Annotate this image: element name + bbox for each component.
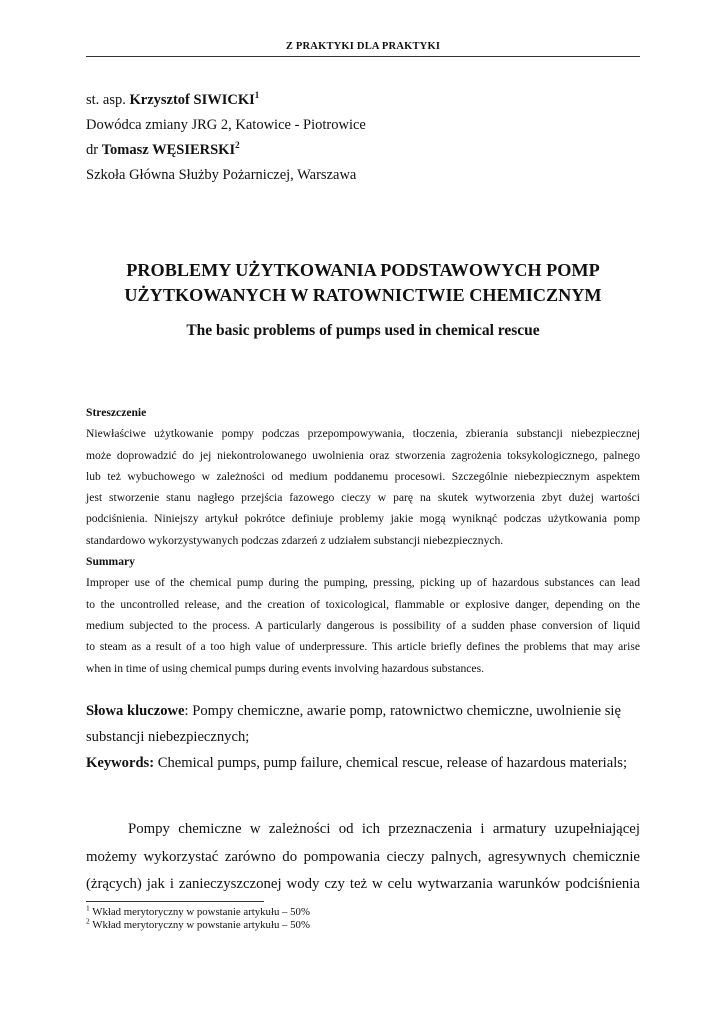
abstract-pl-heading: Streszczenie [86,406,147,419]
abstract-section [86,402,640,679]
author-2-prefix: dr [86,142,102,158]
footnote-2-text: Wkład merytoryczny w powstanie artykułu – 50% [89,918,310,931]
keywords-en-line [86,750,640,776]
author-1-line [86,88,366,113]
body-line: Pompy chemiczne w zależności od ich przeznaczenia i armatury uzupełniającej [128,821,640,837]
author-1-name: Krzysztof SIWICKI [129,92,255,108]
author-1-prefix: st. asp. [86,92,130,108]
author-1-footnote-mark: 1 [254,90,260,101]
footnote-2 [86,915,310,932]
keywords-pl-text: : Pompy chemiczne, awarie pomp, ratownictwo chemiczne, uwolnienie się [184,703,621,719]
keywords-pl-line-1 [86,698,640,724]
footnote-1-text: Wkład merytoryczny w powstanie artykułu – 50% [89,906,310,918]
abstract-en-line: when in time of using chemical pumps during events involving hazardous substances. [86,661,484,675]
paper-subtitle-english: The basic problems of pumps used in chemical rescue [186,322,540,339]
abstract-en-line: to the uncontrolled release, and the creation of toxicological, flammable or explosive danger, depending on the [86,597,640,611]
abstract-en-line: Improper use of the chemical pump during the pumping, pressing, picking up of hazardous substances can lead [86,576,640,590]
keywords-en-text: Chemical pumps, pump failure, chemical rescue, release of hazardous materials; [154,755,628,771]
author-2-footnote-mark: 2 [235,140,240,151]
keywords-pl-line-2: substancji niebezpiecznych; [86,729,250,745]
abstract-pl-line: jest stworzenie stanu nagłego przejścia fazowego cieczy w parę na skutek wytworzenia zbyt dużej wartości [86,491,640,505]
body-line: (żrących) jak i zanieczyszczonej wody czy też w celu wytwarzania warunków podciśnienia [86,876,640,892]
abstract-en-line: to steam as a result of a too high value of underpressure. This article briefly defines the problems that may arise [86,640,640,654]
footnote-rule [86,901,264,902]
footnote-1 [86,903,310,919]
footnote-2-mark: 2 [86,915,90,925]
abstract-pl-line: lub też wybuchowego w zależności od medium poddanemu procesowi. Szczególnie niebezpiecznym aspektem [86,469,640,483]
body-line: możemy wykorzystać zarówno do pompowania cieczy palnych, agresywnych chemicznie [86,848,640,865]
abstract-en-heading: Summary [86,555,135,569]
title-line-2: UŻYTKOWANYCH W RATOWNICTWIE CHEMICZNYM [124,285,602,305]
body-paragraph [86,816,640,899]
author-2-name: Tomasz WĘSIERSKI [101,142,236,158]
abstract-pl-line: standardowo wykorzystywanych podczas zdarzeń z udziałem substancji niebezpiecznych. [86,533,504,547]
footnote-1-mark: 1 [86,903,90,913]
footnotes [86,903,310,931]
running-header: Z PRAKTYKI DLA PRAKTYKI [285,41,441,52]
keywords-en-label: Keywords: [86,755,155,771]
author-2-affiliation: Szkoła Główna Służby Pożarniczej, Warszawa [86,167,357,183]
keywords-pl-label: Słowa kluczowe [86,703,185,719]
abstract-pl-line: może doprowadzić do jej niekontrolowanego uwolnienia oraz stworzenia zagrożenia toksykologicznego, palnego [86,448,640,462]
title-line-1: PROBLEMY UŻYTKOWANIA PODSTAWOWYCH POMP [126,260,600,280]
abstract-en-line: medium subjected to the process. A particularly dangerous is possibility of a sudden phase conversion of liquid [86,618,640,632]
abstract-pl-line: podciśnienia. Niniejszy artykuł pokrótce definiuje problemy jakie mogą wyniknąć podczas użytkowania pomp [86,512,640,526]
header-rule [86,56,640,57]
author-block [86,88,366,188]
keywords-section [86,698,640,776]
author-1-affiliation: Dowódca zmiany JRG 2, Katowice - Piotrowice [86,117,366,133]
paper-title [86,258,640,308]
author-2-line [86,138,366,163]
abstract-pl-line: Niewłaściwe użytkowanie pompy podczas przepompowywania, tłoczenia, zbierania substancji niebezpiecznej [86,427,640,441]
